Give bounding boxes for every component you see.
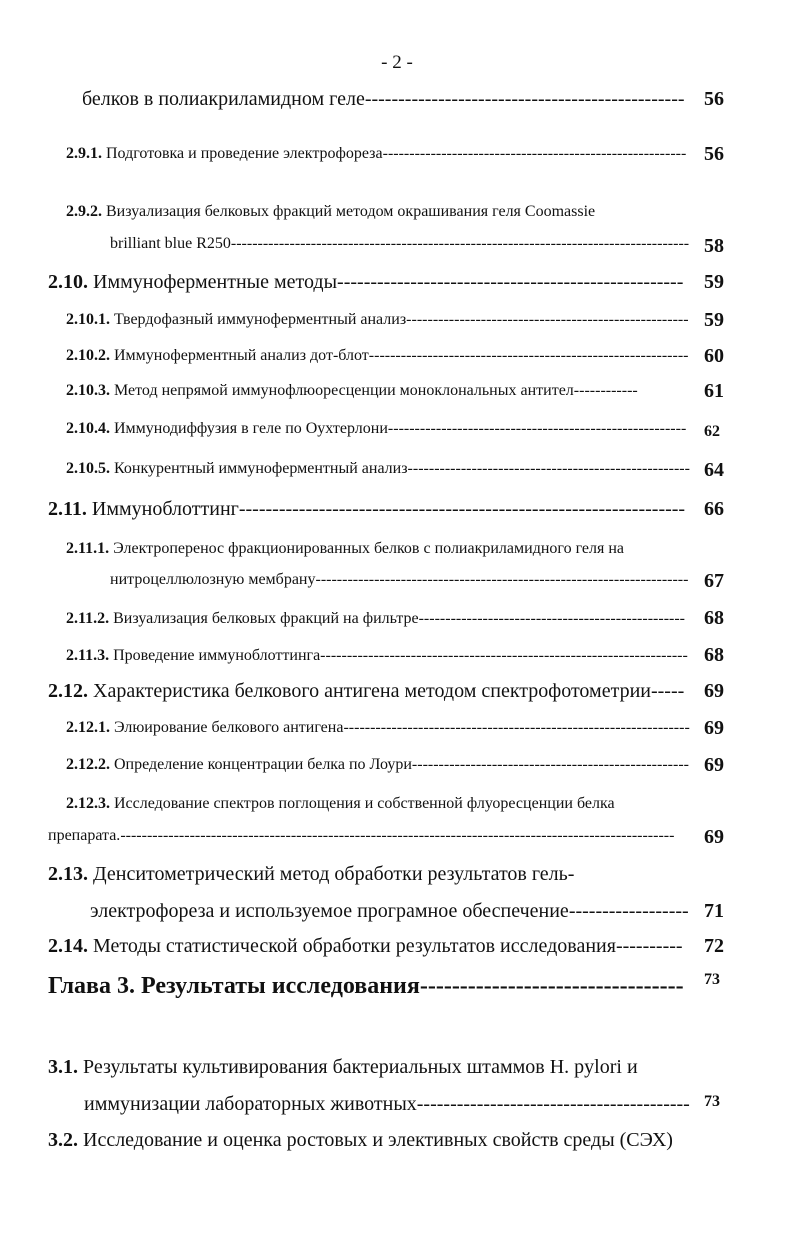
toc-number: 3.2. <box>48 1129 78 1151</box>
toc-page: 69 <box>704 680 724 702</box>
toc-title: белков в полиакриламидном геле <box>82 88 365 110</box>
toc-entry[interactable] <box>48 272 683 292</box>
toc-title: brilliant blue R250 <box>110 235 231 252</box>
toc-title: препарата. <box>48 827 121 844</box>
toc-title: Иммуноферментный анализ дот-блот <box>114 347 369 364</box>
toc-page: 58 <box>704 235 724 257</box>
toc-title: Подготовка и проведение электрофореза <box>106 145 383 162</box>
toc-entry-continuation[interactable] <box>110 236 689 252</box>
toc-title: Иммунодиффузия в геле по Оухтерлони <box>114 420 388 437</box>
toc-entry-continuation[interactable] <box>48 828 674 844</box>
toc-number: 2.11.3. <box>66 647 110 664</box>
toc-entry[interactable] <box>66 757 689 773</box>
toc-leader: ----------------------------------------- <box>416 1093 690 1115</box>
toc-entry[interactable] <box>66 720 690 736</box>
toc-leader: -------------------------------------------------------------------------------------- <box>230 235 690 252</box>
toc-title: Элюирование белкового антигена <box>114 719 344 736</box>
toc-number: 2.12.1. <box>66 719 110 736</box>
toc-entry[interactable] <box>48 499 685 519</box>
toc-page: 73 <box>704 971 720 988</box>
toc-entry[interactable] <box>66 421 686 437</box>
toc-page: 73 <box>704 1093 720 1110</box>
toc-title: Исследование и оценка ростовых и элективных свойств среды (СЭХ) <box>83 1129 673 1151</box>
toc-page: 60 <box>704 345 724 367</box>
toc-page: 62 <box>704 423 720 440</box>
toc-number: 2.11.2. <box>66 610 110 627</box>
toc-entry-continuation[interactable] <box>110 572 688 588</box>
toc-page: 64 <box>704 459 724 481</box>
toc-title: Методы статистической обработки результатов исследования <box>93 935 616 957</box>
toc-leader: ------------------ <box>568 900 689 922</box>
toc-page: 67 <box>704 570 724 592</box>
toc-title: Характеристика белкового антигена методом спектрофотометрии <box>93 680 651 702</box>
toc-leader: --------------------------------------------------------------------- <box>320 647 688 664</box>
toc-title: Проведение иммуноблоттинга <box>113 647 321 664</box>
toc-entry[interactable] <box>48 864 574 884</box>
toc-leader: --------------------------------------------------------- <box>382 145 687 162</box>
toc-title: Твердофазный иммуноферментный анализ <box>114 311 407 328</box>
toc-title: Визуализация белковых фракций на фильтре <box>113 610 419 627</box>
toc-entry[interactable] <box>66 461 690 477</box>
toc-entry[interactable] <box>48 1057 638 1077</box>
toc-number: 2.11. <box>48 498 87 520</box>
toc-title: Результаты культивирования бактериальных штаммов H. pylori и <box>83 1056 638 1078</box>
toc-leader: ---------------------------------------------------- <box>411 756 689 773</box>
toc-entry[interactable] <box>66 796 615 812</box>
toc-entry[interactable] <box>66 348 688 364</box>
toc-title: электрофореза и используемое програмное обеспечение <box>90 900 569 922</box>
toc-leader: ----- <box>650 680 685 702</box>
toc-number: 2.10.2. <box>66 347 110 364</box>
toc-page: 72 <box>704 935 724 957</box>
toc-entry[interactable] <box>66 648 688 664</box>
toc-leader: ---------------------------------------------------------------------- <box>315 571 689 588</box>
toc-entry[interactable] <box>82 89 685 109</box>
toc-title: Иммуноблоттинг <box>91 498 239 520</box>
toc-title: Денситометрический метод обработки результатов гель- <box>93 863 575 885</box>
toc-title: Иммуноферментные методы <box>93 271 338 293</box>
toc-page: 59 <box>704 271 724 293</box>
toc-page: 71 <box>704 900 724 922</box>
toc-page: 69 <box>704 754 724 776</box>
toc-title: Визуализация белковых фракций методом окрашивания геля Coomassie <box>106 203 596 220</box>
toc-leader: ----------------------------------------------------- <box>407 460 690 477</box>
toc-entry[interactable] <box>66 146 686 162</box>
toc-page: 56 <box>704 143 724 165</box>
toc-entry[interactable] <box>66 204 595 220</box>
toc-page: 59 <box>704 309 724 331</box>
toc-number: 2.9.1. <box>66 145 102 162</box>
toc-leader: ------------------------------------------------ <box>364 88 685 110</box>
toc-page: 56 <box>704 88 724 110</box>
toc-number: 2.12.2. <box>66 756 110 773</box>
toc-page: 66 <box>704 498 724 520</box>
toc-number: 2.10.1. <box>66 311 110 328</box>
toc-chapter-heading[interactable] <box>48 974 684 998</box>
toc-entry-continuation[interactable] <box>84 1094 690 1114</box>
toc-title: Метод непрямой иммунофлюоресценции моноклональных антител <box>114 382 574 399</box>
toc-leader: ---------------------------------------------------- <box>337 271 684 293</box>
toc-number: 3.1. <box>48 1056 78 1078</box>
toc-entry[interactable] <box>66 541 624 557</box>
toc-leader: -------------------------------------------------------- <box>387 420 687 437</box>
toc-number: 2.13. <box>48 863 88 885</box>
toc-page: 69 <box>704 717 724 739</box>
page-number: - 2 - <box>381 52 413 73</box>
toc-page: 69 <box>704 826 724 848</box>
toc-number: 2.14. <box>48 935 88 957</box>
toc-leader: --------------------------------- <box>419 973 684 999</box>
toc-leader: ----------------------------------------------------------------- <box>343 719 690 736</box>
toc-leader: ----------------------------------------------------- <box>406 311 689 328</box>
toc-number: 2.10.3. <box>66 382 110 399</box>
toc-number: 2.12.3. <box>66 795 110 812</box>
toc-leader: ------------------------------------------------------------ <box>368 347 689 364</box>
toc-title: Глава 3. Результаты исследования <box>48 973 420 999</box>
toc-entry[interactable] <box>66 383 638 399</box>
toc-title: Электроперенос фракционированных белков с полиакриламидного геля на <box>113 540 625 557</box>
toc-title: Определение концентрации белка по Лоури <box>114 756 412 773</box>
toc-number: 2.11.1. <box>66 540 110 557</box>
toc-entry-continuation[interactable] <box>90 901 689 921</box>
toc-entry[interactable] <box>66 312 689 328</box>
toc-number: 2.10. <box>48 271 88 293</box>
toc-number: 2.10.4. <box>66 420 110 437</box>
toc-number: 2.12. <box>48 680 88 702</box>
toc-title: иммунизации лабораторных животных <box>84 1093 417 1115</box>
toc-leader: ------------ <box>573 382 638 399</box>
toc-leader: ------------------------------------------------------------------- <box>238 498 686 520</box>
toc-leader: -------------------------------------------------------------------------------------------------------- <box>120 827 675 844</box>
toc-title: нитроцеллюлозную мембрану <box>110 571 316 588</box>
toc-entry[interactable] <box>48 1130 673 1150</box>
toc-entry[interactable] <box>48 936 683 956</box>
toc-title: Конкурентный иммуноферментный анализ <box>114 460 408 477</box>
toc-leader: ---------- <box>615 935 683 957</box>
toc-number: 2.10.5. <box>66 460 110 477</box>
toc-page: 61 <box>704 380 724 402</box>
toc-entry[interactable] <box>48 681 684 701</box>
toc-number: 2.9.2. <box>66 203 102 220</box>
toc-page: 68 <box>704 644 724 666</box>
toc-entry[interactable] <box>66 611 685 627</box>
toc-leader: -------------------------------------------------- <box>418 610 685 627</box>
toc-page: 68 <box>704 607 724 629</box>
toc-title: Исследование спектров поглощения и собственной флуоресценции белка <box>114 795 615 812</box>
